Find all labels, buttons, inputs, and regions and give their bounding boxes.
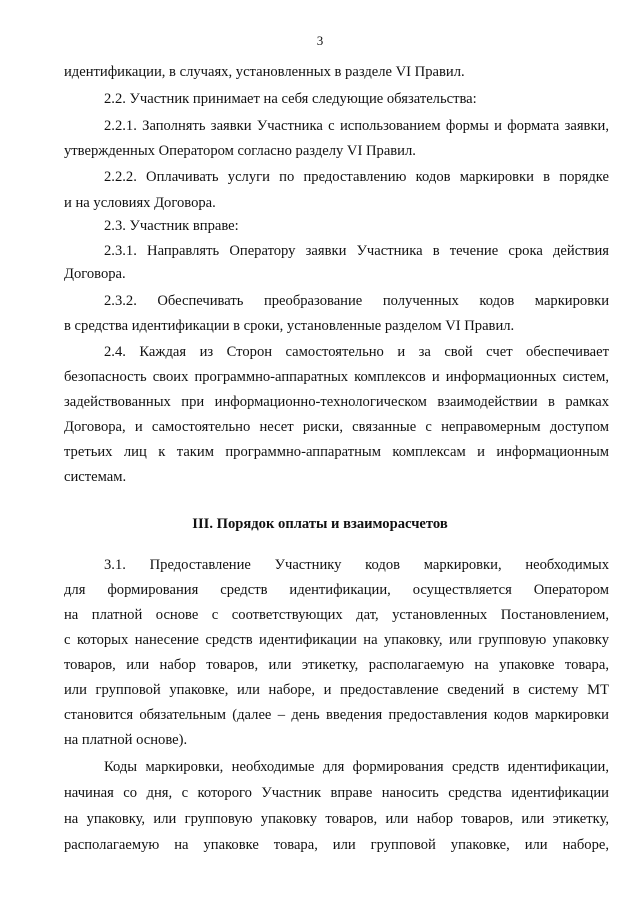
clause-2-3: 2.3. Участник вправе: xyxy=(104,218,239,234)
text-line-9: Договора. xyxy=(64,266,126,282)
text-line-29: располагаемую на упаковке товара, или групповой упаковке, или наборе, xyxy=(64,837,609,853)
clause-2-3-2: 2.3.2. Обеспечивать преобразование полученных кодов маркировки xyxy=(104,293,609,309)
text-line-1: идентификации, в случаях, установленных в разделе VI Правил. xyxy=(64,64,465,80)
text-line-14: задействованных при информационно-технологическом взаимодействии в рамках xyxy=(64,394,609,410)
text-line-20: на платной основе с соответствующих дат, установленных Постановлением, xyxy=(64,607,609,623)
text-line-13: безопасность своих программно-аппаратных комплексов и информационных систем, xyxy=(64,369,609,385)
clause-2-2-2: 2.2.2. Оплачивать услуги по предоставлению кодов маркировки в порядке xyxy=(104,169,609,185)
text-line-22: товаров, или набор товаров, или этикетку, располагаемую на упаковке товара, xyxy=(64,657,609,673)
page-number: 3 xyxy=(316,33,324,48)
paragraph-codes: Коды маркировки, необходимые для формирования средств идентификации, xyxy=(104,759,609,775)
clause-2-4: 2.4. Каждая из Сторон самостоятельно и за свой счет обеспечивает xyxy=(104,344,609,360)
text-line-6: и на условиях Договора. xyxy=(64,195,216,211)
section-heading: III. Порядок оплаты и взаиморасчетов xyxy=(192,516,448,532)
text-line-16: третьих лиц к таким программно-аппаратным комплексам и информационным xyxy=(64,444,609,460)
clause-2-3-1: 2.3.1. Направлять Оператору заявки Участника в течение срока действия xyxy=(104,243,609,259)
text-line-15: Договора, и самостоятельно несет риски, связанные с неправомерным доступом xyxy=(64,419,609,435)
text-line-17: системам. xyxy=(64,469,127,485)
clause-2-2-1: 2.2.1. Заполнять заявки Участника с использованием формы и формата заявки, xyxy=(104,118,609,134)
text-line-4: утвержденных Оператором согласно разделу VI Правил. xyxy=(64,143,416,159)
text-line-21: с которых нанесение средств идентификации на упаковку, или групповую упаковку xyxy=(64,632,609,648)
text-line-11: в средства идентификации в сроки, установленные разделом VI Правил. xyxy=(64,318,515,334)
text-line-24: становится обязательным (далее – день введения предоставления кодов маркировки xyxy=(64,707,609,723)
clause-3-1: 3.1. Предоставление Участнику кодов маркировки, необходимых xyxy=(104,557,609,573)
text-line-28: на упаковку, или групповую упаковку товаров, или набор товаров, или этикетку, xyxy=(64,811,609,827)
text-line-25: на платной основе). xyxy=(64,732,188,748)
text-line-27: начиная со дня, с которого Участник вправе наносить средства идентификации xyxy=(64,785,609,801)
text-line-23: или групповой упаковке, или наборе, и предоставление сведений в систему МТ xyxy=(64,682,609,698)
text-line-19: для формирования средств идентификации, осуществляется Оператором xyxy=(64,582,609,598)
clause-2-2: 2.2. Участник принимает на себя следующие обязательства: xyxy=(104,91,477,107)
